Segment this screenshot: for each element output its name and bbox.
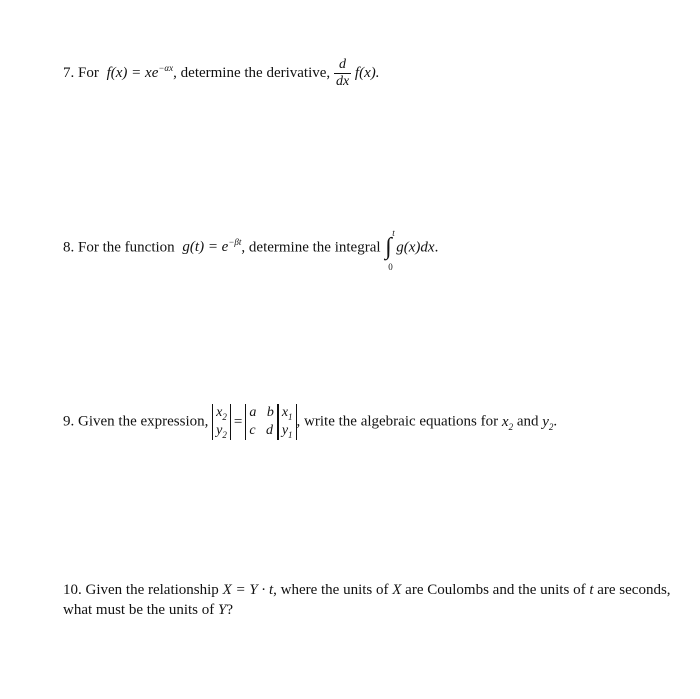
q9-var2-text: y [542, 413, 549, 430]
q10-line1-b: , where the units of [273, 582, 389, 598]
integral-lower-bound: 0 [388, 262, 393, 272]
integral-glyph: ∫ [385, 234, 392, 260]
matrix-row-1 [249, 404, 274, 422]
q8-prefix: 8. For the function [63, 239, 175, 256]
q10-equation: X = Y · t [222, 582, 274, 598]
q10-var-y: Y [217, 602, 227, 618]
matrix-b: b [266, 405, 274, 420]
q7-exponent: −αx [158, 62, 174, 73]
lv-y: y [216, 423, 223, 438]
q9-var1 [502, 414, 513, 430]
matrix-d: d [266, 423, 274, 438]
q10-var-x: X [392, 582, 402, 598]
q8-integrand: g(x)dx [396, 239, 435, 256]
question-9 [63, 404, 557, 440]
q9-and: and [516, 413, 539, 430]
q8-function [182, 239, 241, 255]
question-8 [63, 228, 439, 272]
left-vector [212, 404, 231, 440]
q7-function-2: f(x). [354, 64, 380, 81]
q10-line1-c: are Coulombs and the units of [405, 582, 586, 598]
q8-middle-text: , determine the integral [241, 239, 381, 256]
q8-end: . [434, 239, 439, 256]
q7-prefix: 7. For [63, 64, 99, 81]
q7-function [106, 62, 174, 81]
q7-derivative-fraction [334, 57, 351, 90]
q10-line2-b: ? [226, 602, 233, 618]
right-vector-row-1 [282, 404, 293, 422]
q9-suffix: , write the algebraic equations for [296, 413, 499, 430]
matrix-a: a [249, 405, 257, 420]
rv-y-sub: 1 [288, 429, 293, 440]
left-vector-row-2 [216, 422, 227, 440]
q9-equals: = [233, 413, 243, 430]
left-vector-row-1 [216, 404, 227, 422]
q10-line2-a: seconds, what must be the units of [63, 582, 671, 618]
rv-x-sub: 1 [288, 411, 293, 422]
q10-line1-a: 10. Given the relationship [63, 582, 219, 598]
q8-exponent: −βt [228, 237, 242, 248]
q10-line1-d: are [597, 582, 616, 598]
rv-y: y [281, 423, 289, 438]
q9-var2 [542, 414, 553, 430]
rv-x: x [281, 405, 289, 420]
integral-upper-bound: t [392, 228, 395, 238]
q7-func-text: f(x) = xe [106, 64, 159, 81]
integral-sign [384, 228, 396, 272]
q9-var2-sub: 2 [548, 421, 554, 432]
right-vector [278, 404, 297, 440]
q7-frac-numerator: d [339, 57, 347, 72]
q10-var-t: t [589, 582, 594, 598]
question-10 [63, 580, 673, 620]
q7-frac-denominator: dx [335, 74, 350, 89]
question-7 [63, 57, 379, 90]
lv-x: x [216, 405, 223, 420]
matrix-c: c [249, 423, 256, 438]
lv-y-sub: 2 [222, 429, 227, 440]
right-vector-row-2 [282, 422, 293, 440]
q9-end: . [553, 413, 558, 430]
q9-var1-sub: 2 [508, 421, 514, 432]
q9-prefix: 9. Given the expression, [63, 413, 209, 430]
q7-middle-text: , determine the derivative, [173, 64, 331, 81]
coefficient-matrix [245, 404, 278, 440]
q9-var1-text: x [501, 413, 509, 430]
matrix-row-2 [249, 422, 274, 440]
lv-x-sub: 2 [222, 411, 227, 422]
q8-func-text: g(t) = e [182, 239, 229, 256]
